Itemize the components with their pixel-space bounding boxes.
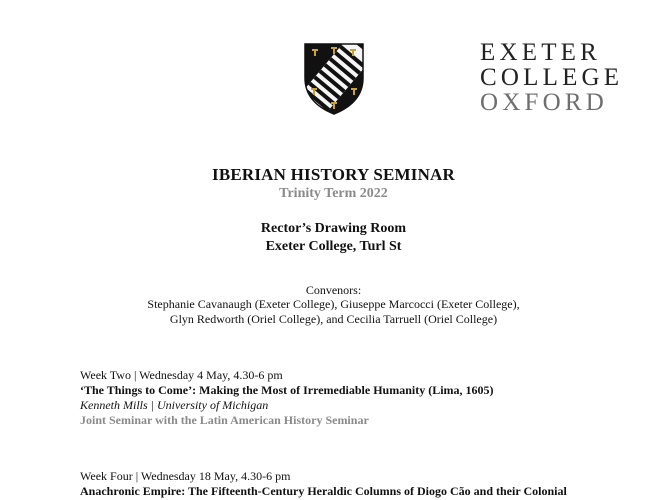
event-title: ‘The Things to Come’: Making the Most of Irremediable Humanity (Lima, 1605) xyxy=(80,383,494,397)
logo-line-oxford: OXFORD xyxy=(480,89,608,116)
event-speaker: Kenneth Mills | University of Michigan xyxy=(80,398,269,412)
event-date: Week Four | Wednesday 18 May, 4.30-6 pm xyxy=(80,469,291,483)
exeter-college-crest xyxy=(303,42,365,116)
convenors-line-1: Stephanie Cavanaugh (Exeter College), Giuseppe Marcocci (Exeter College), xyxy=(147,297,520,311)
exeter-college-oxford-logo xyxy=(480,40,640,115)
term-label: Trinity Term 2022 xyxy=(279,186,388,201)
event-week-four xyxy=(80,469,650,499)
venue-place: Exeter College, Turl St xyxy=(265,239,402,254)
venue-room: Rector’s Drawing Room xyxy=(260,221,407,236)
seminar-title: IBERIAN HISTORY SEMINAR xyxy=(212,165,455,184)
logo-line-college: COLLEGE xyxy=(480,64,624,91)
event-title: Anachronic Empire: The Fifteenth-Century Heraldic Columns of Diogo Cão and their Colonial xyxy=(80,484,567,498)
convenors-heading: Convenors: xyxy=(305,283,362,297)
convenors-line-2: Glyn Redworth (Oriel College), and Cecilia Tarruell (Oriel College) xyxy=(169,312,498,326)
event-date: Week Two | Wednesday 4 May, 4.30-6 pm xyxy=(80,368,283,382)
logo-line-exeter: EXETER xyxy=(480,39,602,66)
event-week-two xyxy=(80,368,650,428)
event-note: Joint Seminar with the Latin American History Seminar xyxy=(80,413,369,427)
